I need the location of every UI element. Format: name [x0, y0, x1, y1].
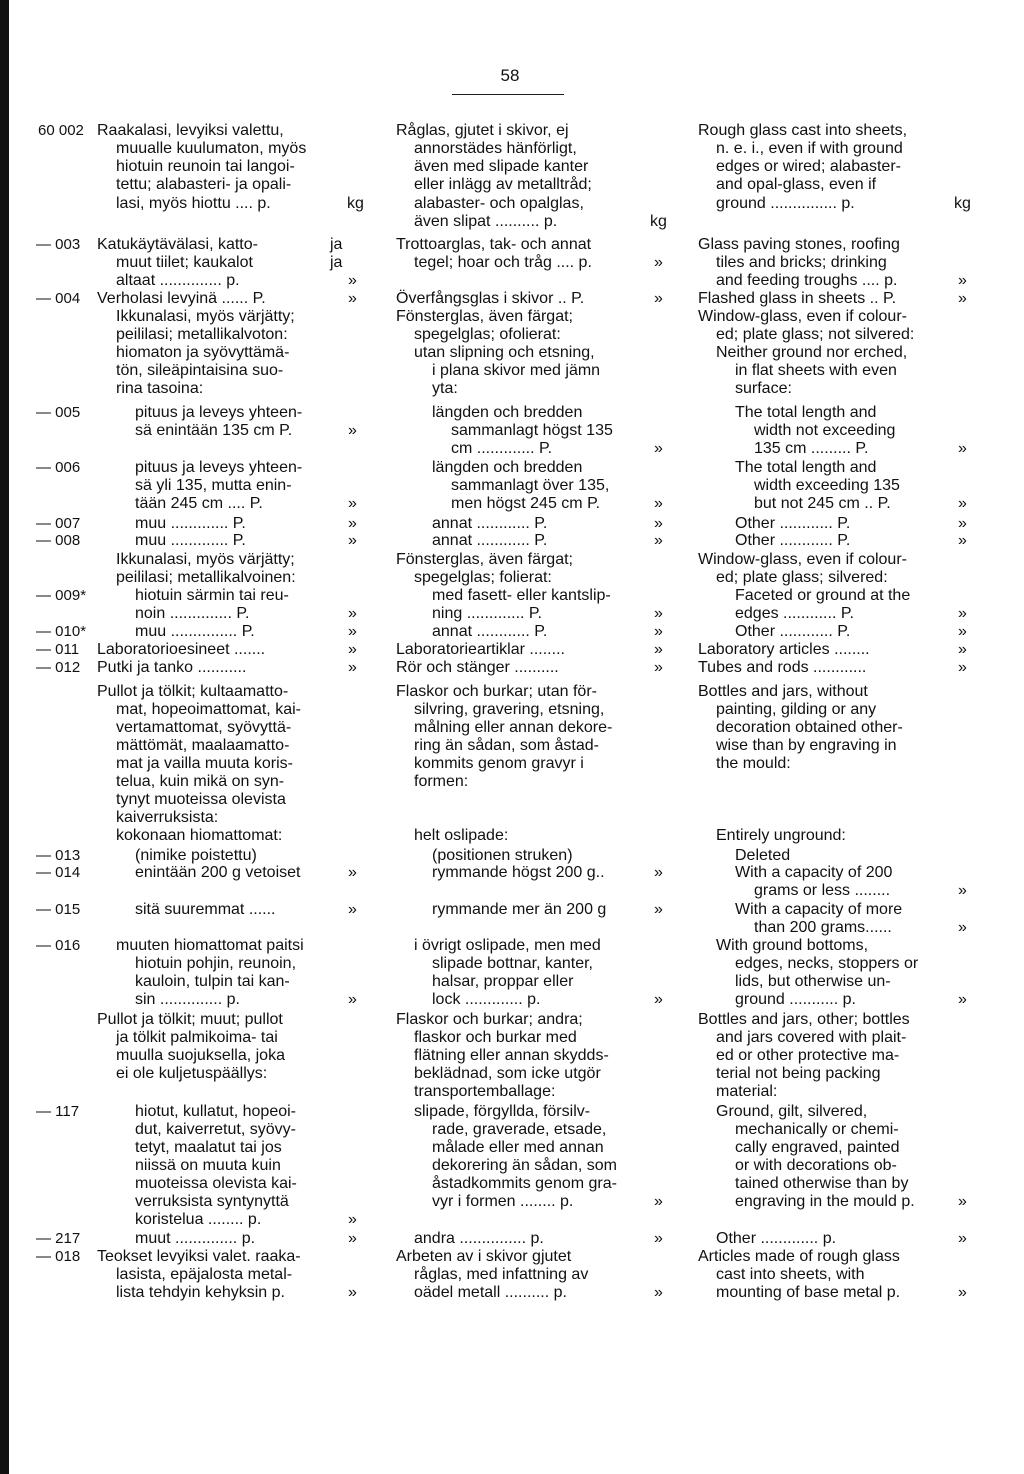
- finnish-line: hiotut, kullatut, hopeoi-: [135, 1103, 296, 1120]
- finnish-line: koristelua ........ p.: [135, 1211, 262, 1228]
- swedish-line: eller inlägg av metalltråd;: [414, 176, 592, 193]
- ditto-mark: »: [654, 532, 663, 549]
- swedish-line: i plana skivor med jämn: [432, 362, 601, 379]
- ditto-mark: »: [654, 1284, 663, 1301]
- english-line: Tubes and rods ............: [698, 659, 867, 676]
- ditto-mark: »: [654, 659, 663, 676]
- tariff-code: — 217: [36, 1230, 81, 1247]
- english-line: and opal-glass, even if: [716, 176, 877, 193]
- ditto-mark: »: [654, 605, 663, 622]
- ditto-mark: »: [654, 1193, 663, 1210]
- swedish-line: längden och bredden: [432, 459, 583, 476]
- swedish-line: alabaster- och opalglas,: [414, 195, 584, 212]
- swedish-line: annat ............ P.: [432, 515, 548, 532]
- english-line: Glass paving stones, roofing: [698, 236, 900, 253]
- swedish-line: spegelglas; folierat:: [414, 569, 552, 586]
- english-line: and jars covered with plait-: [716, 1029, 907, 1046]
- swedish-line: slipade, förgyllda, försilv-: [414, 1103, 591, 1120]
- finnish-line: muu ............. P.: [135, 532, 246, 549]
- tariff-code: — 009*: [36, 587, 87, 604]
- ditto-mark: »: [958, 495, 967, 512]
- finnish-line: (nimike poistettu): [135, 847, 257, 864]
- english-line: or with decorations ob-: [735, 1157, 897, 1174]
- english-line: ground ........... p.: [735, 991, 856, 1008]
- english-line: edges or wired; alabaster-: [716, 158, 901, 175]
- swedish-line: slipade bottnar, kanter,: [432, 955, 593, 972]
- swedish-line: Laboratorieartiklar ........: [396, 641, 565, 658]
- english-line: mechanically or chemi-: [735, 1121, 899, 1138]
- english-line: Neither ground nor erched,: [716, 344, 908, 361]
- finnish-line: sin .............. p.: [135, 991, 240, 1008]
- english-line: surface:: [735, 380, 792, 397]
- finnish-line: sä yli 135, mutta enin-: [135, 477, 292, 494]
- english-line: than 200 grams......: [754, 919, 892, 936]
- swedish-line: oädel metall .......... p.: [414, 1284, 567, 1301]
- english-line: Deleted: [735, 847, 791, 864]
- english-line: tiles and bricks; drinking: [716, 254, 887, 271]
- ditto-mark: »: [958, 272, 967, 289]
- swedish-line: rymmande mer än 200 g: [432, 901, 607, 918]
- finnish-line: muoteissa olevista kai-: [135, 1175, 297, 1192]
- ditto-mark: »: [348, 864, 357, 881]
- finnish-line: Ikkunalasi, myös värjätty;: [116, 551, 295, 568]
- ditto-mark: »: [348, 272, 357, 289]
- ditto-mark: »: [654, 290, 663, 307]
- ditto-mark: »: [958, 605, 967, 622]
- swedish-line: målning eller annan dekore-: [414, 719, 613, 736]
- ditto-mark: »: [348, 605, 357, 622]
- english-line: Window-glass, even if colour-: [698, 308, 907, 325]
- english-line: but not 245 cm .. P.: [754, 495, 891, 512]
- swedish-line: Rör och stänger ..........: [396, 659, 559, 676]
- ditto-mark: »: [958, 440, 967, 457]
- english-line: ed; plate glass; not silvered:: [716, 326, 915, 343]
- english-line: ed; plate glass; silvered:: [716, 569, 888, 586]
- finnish-line: rina tasoina:: [116, 380, 204, 397]
- swedish-line: Fönsterglas, även färgat;: [396, 308, 573, 325]
- english-line: Entirely unground:: [716, 827, 846, 844]
- english-line: decoration obtained other-: [716, 719, 903, 736]
- ditto-mark: »: [348, 515, 357, 532]
- finnish-line: ja: [330, 254, 343, 271]
- scan-edge-shadow: [0, 0, 9, 1474]
- english-line: With ground bottoms,: [716, 937, 869, 954]
- finnish-line: noin .............. P.: [135, 605, 250, 622]
- english-line: the mould:: [716, 755, 791, 772]
- english-line: Laboratory articles ........: [698, 641, 870, 658]
- swedish-line: (positionen struken): [432, 847, 573, 864]
- tariff-code: 60 002: [38, 122, 84, 139]
- english-line: Other ............ P.: [735, 623, 851, 640]
- swedish-line: Fönsterglas, även färgat;: [396, 551, 573, 568]
- swedish-line: beklädnad, som icke utgör: [414, 1065, 601, 1082]
- english-line: cast into sheets, with: [716, 1266, 865, 1283]
- ditto-mark: »: [348, 1230, 357, 1247]
- ditto-mark: »: [348, 422, 357, 439]
- english-line: grams or less ........: [754, 882, 891, 899]
- finnish-line: vertamattomat, syövyttä-: [116, 719, 292, 736]
- english-line: With a capacity of 200: [735, 864, 893, 881]
- tariff-code: — 008: [36, 532, 81, 549]
- swedish-line: Arbeten av i skivor gjutet: [396, 1248, 572, 1265]
- finnish-line: sitä suuremmat ......: [135, 901, 276, 918]
- ditto-mark: »: [958, 641, 967, 658]
- english-line: Bottles and jars, without: [698, 683, 868, 700]
- unit-kg: kg: [347, 195, 364, 212]
- swedish-line: Överfångsglas i skivor .. P.: [396, 290, 585, 307]
- english-line: material:: [716, 1083, 778, 1100]
- finnish-line: muulla suojuksella, joka: [116, 1047, 285, 1064]
- english-line: terial not being packing: [716, 1065, 881, 1082]
- ditto-mark: »: [654, 254, 663, 271]
- ditto-mark: »: [654, 1230, 663, 1247]
- finnish-line: hiotuin pohjin, reunoin,: [135, 955, 297, 972]
- swedish-line: flätning eller annan skydds-: [414, 1047, 609, 1064]
- finnish-line: mat ja vailla muuta koris-: [116, 755, 293, 772]
- swedish-line: dekorering än sådan, som: [432, 1157, 617, 1174]
- swedish-line: råglas, med infattning av: [414, 1266, 589, 1283]
- english-line: and feeding troughs .... p.: [716, 272, 898, 289]
- swedish-line: Flaskor och burkar; andra;: [396, 1011, 583, 1028]
- finnish-line: ei ole kuljetuspäällys:: [116, 1065, 268, 1082]
- swedish-line: halsar, proppar eller: [432, 973, 574, 990]
- ditto-mark: »: [654, 440, 663, 457]
- ditto-mark: »: [348, 532, 357, 549]
- swedish-line: cm ............. P.: [451, 440, 553, 457]
- swedish-line: sammanlagt över 135,: [451, 477, 610, 494]
- swedish-line: sammanlagt högst 135: [451, 422, 613, 439]
- tariff-code: — 007: [36, 515, 81, 532]
- english-line: Ground, gilt, silvered,: [716, 1103, 868, 1120]
- english-line: ed or other protective ma-: [716, 1047, 900, 1064]
- ditto-mark: »: [348, 641, 357, 658]
- finnish-line: peililasi; metallikalvoton:: [116, 326, 288, 343]
- finnish-line: Ikkunalasi, myös värjätty;: [116, 308, 295, 325]
- tariff-code: — 014: [36, 864, 81, 881]
- finnish-line: lasista, epäjalosta metal-: [116, 1266, 293, 1283]
- finnish-line: tynyt muoteissa olevista: [116, 791, 286, 808]
- swedish-line: men högst 245 cm P.: [451, 495, 601, 512]
- swedish-line: lock ............. p.: [432, 991, 541, 1008]
- finnish-line: ja tölkit palmikoima- tai: [116, 1029, 278, 1046]
- english-line: Articles made of rough glass: [698, 1248, 900, 1265]
- finnish-line: hiomaton ja syövyttämä-: [116, 344, 290, 361]
- tariff-code: — 117: [36, 1103, 80, 1120]
- english-line: painting, gilding or any: [716, 701, 877, 718]
- finnish-line: Laboratorioesineet .......: [97, 641, 266, 658]
- english-line: mounting of base metal p.: [716, 1284, 901, 1301]
- finnish-line: pituus ja leveys yhteen-: [135, 459, 303, 476]
- finnish-line: muualle kuulumaton, myös: [116, 140, 307, 157]
- finnish-line: altaat .............. p.: [116, 272, 240, 289]
- tariff-code: — 004: [36, 290, 81, 307]
- english-line: edges, necks, stoppers or: [735, 955, 919, 972]
- ditto-mark: »: [958, 623, 967, 640]
- ditto-mark: »: [958, 991, 967, 1008]
- finnish-line: kaiverruksista:: [116, 809, 219, 826]
- ditto-mark: »: [348, 623, 357, 640]
- tariff-code: — 005: [36, 404, 81, 421]
- english-line: Bottles and jars, other; bottles: [698, 1011, 910, 1028]
- finnish-line: telua, kuin mikä on syn-: [116, 773, 285, 790]
- tariff-code: — 010*: [36, 623, 87, 640]
- ditto-mark: »: [654, 864, 663, 881]
- finnish-line: hiotuin reunoin tai langoi-: [116, 158, 295, 175]
- finnish-line: Verholasi levyinä ...... P.: [97, 290, 266, 307]
- swedish-line: andra ............... p.: [414, 1230, 544, 1247]
- english-line: tained otherwise than by: [735, 1175, 909, 1192]
- swedish-line: även med slipade kanter: [414, 158, 589, 175]
- finnish-line: muu ............. P.: [135, 515, 246, 532]
- finnish-line: muut tiilet; kaukalot: [116, 254, 253, 271]
- finnish-line: muu ............... P.: [135, 623, 255, 640]
- finnish-line: ja: [330, 236, 343, 253]
- tariff-code: — 018: [36, 1248, 81, 1265]
- tariff-code: — 012: [36, 659, 81, 676]
- english-line: edges ............ P.: [735, 605, 854, 622]
- finnish-line: tön, sileäpintaisina suo-: [116, 362, 284, 379]
- finnish-line: muut .............. p.: [135, 1230, 256, 1247]
- finnish-line: mättömät, maalaamatto-: [116, 737, 290, 754]
- english-line: The total length and: [735, 459, 877, 476]
- ditto-mark: »: [958, 659, 967, 676]
- finnish-line: lasi, myös hiottu .... p.: [116, 195, 271, 212]
- english-line: The total length and: [735, 404, 877, 421]
- ditto-mark: »: [654, 515, 663, 532]
- english-line: lids, but otherwise un-: [735, 973, 891, 990]
- english-line: ground ............... p.: [716, 195, 855, 212]
- unit-kg: kg: [650, 213, 667, 230]
- finnish-line: verruksista syntynyttä: [135, 1193, 289, 1210]
- english-line: Faceted or ground at the: [735, 587, 911, 604]
- finnish-line: dut, kaiverretut, syövy-: [135, 1121, 296, 1138]
- page-number: 58: [500, 66, 520, 85]
- english-line: Other ............. p.: [716, 1230, 837, 1247]
- finnish-line: peililasi; metallikalvoinen:: [116, 569, 296, 586]
- swedish-line: även slipat .......... p.: [414, 213, 558, 230]
- finnish-line: kokonaan hiomattomat:: [116, 827, 283, 844]
- swedish-line: kommits genom gravyr i: [414, 755, 584, 772]
- ditto-mark: »: [348, 991, 357, 1008]
- tariff-code: — 011: [36, 641, 80, 658]
- swedish-line: ring än sådan, som åstad-: [414, 737, 599, 754]
- ditto-mark: »: [654, 901, 663, 918]
- english-line: Other ............ P.: [735, 532, 851, 549]
- swedish-line: transportemballage:: [414, 1083, 556, 1100]
- swedish-line: vyr i formen ........ p.: [432, 1193, 574, 1210]
- swedish-line: ning ............. P.: [432, 605, 542, 622]
- english-line: engraving in the mould p.: [735, 1193, 915, 1210]
- swedish-line: annat ............ P.: [432, 532, 548, 549]
- swedish-line: formen:: [414, 773, 469, 790]
- ditto-mark: »: [348, 659, 357, 676]
- swedish-line: utan slipning och etsning,: [414, 344, 595, 361]
- tariff-code: — 003: [36, 236, 81, 253]
- ditto-mark: »: [958, 882, 967, 899]
- ditto-mark: »: [348, 290, 357, 307]
- tariff-code: — 016: [36, 937, 81, 954]
- ditto-mark: »: [958, 290, 967, 307]
- tariff-code: — 013: [36, 847, 81, 864]
- ditto-mark: »: [958, 1284, 967, 1301]
- ditto-mark: »: [654, 495, 663, 512]
- english-line: 135 cm ......... P.: [754, 440, 869, 457]
- ditto-mark: »: [958, 1193, 967, 1210]
- english-line: With a capacity of more: [735, 901, 903, 918]
- finnish-line: hiotuin särmin tai reu-: [135, 587, 289, 604]
- finnish-line: lista tehdyin kehyksin p.: [116, 1284, 285, 1301]
- finnish-line: tään 245 cm .... P.: [135, 495, 263, 512]
- finnish-line: tetyt, maalatut tai jos: [135, 1139, 282, 1156]
- ditto-mark: »: [348, 901, 357, 918]
- finnish-line: niissä on muuta kuin: [135, 1157, 281, 1174]
- swedish-line: i övrigt oslipade, men med: [414, 937, 601, 954]
- finnish-line: Putki ja tanko ...........: [97, 659, 247, 676]
- swedish-line: rymmande högst 200 g..: [432, 864, 605, 881]
- ditto-mark: »: [958, 1230, 967, 1247]
- tariff-code: — 006: [36, 459, 81, 476]
- ditto-mark: »: [348, 1284, 357, 1301]
- swedish-line: annorstädes hänförligt,: [414, 140, 577, 157]
- english-line: wise than by engraving in: [716, 737, 897, 754]
- ditto-mark: »: [654, 623, 663, 640]
- unit-kg: kg: [954, 195, 971, 212]
- swedish-line: flaskor och burkar med: [414, 1029, 577, 1046]
- finnish-line: Teokset levyiksi valet. raaka-: [97, 1248, 301, 1265]
- swedish-line: silvring, gravering, etsning,: [414, 701, 605, 718]
- finnish-line: Pullot ja tölkit; muut; pullot: [97, 1011, 283, 1028]
- english-line: Flashed glass in sheets .. P.: [698, 290, 897, 307]
- english-line: Window-glass, even if colour-: [698, 551, 907, 568]
- finnish-line: Raakalasi, levyiksi valettu,: [97, 122, 284, 139]
- ditto-mark: »: [958, 919, 967, 936]
- swedish-line: helt oslipade:: [414, 827, 509, 844]
- swedish-line: målade eller med annan: [432, 1139, 604, 1156]
- ditto-mark: »: [958, 532, 967, 549]
- swedish-line: tegel; hoar och tråg .... p.: [414, 254, 592, 271]
- english-line: cally engraved, painted: [735, 1139, 900, 1156]
- english-line: n. e. i., even if with ground: [716, 140, 903, 157]
- swedish-line: annat ............ P.: [432, 623, 548, 640]
- swedish-line: yta:: [432, 380, 458, 397]
- english-line: width exceeding 135: [754, 477, 900, 494]
- ditto-mark: »: [348, 495, 357, 512]
- finnish-line: Pullot ja tölkit; kultaamatto-: [97, 683, 289, 700]
- english-line: width not exceeding: [754, 422, 896, 439]
- swedish-line: Flaskor och burkar; utan för-: [396, 683, 597, 700]
- page-number-rule: [452, 94, 564, 95]
- tariff-code: — 015: [36, 901, 81, 918]
- ditto-mark: »: [654, 641, 663, 658]
- english-line: Other ............ P.: [735, 515, 851, 532]
- finnish-line: tettu; alabasteri- ja opali-: [116, 176, 292, 193]
- swedish-line: Trottoarglas, tak- och annat: [396, 236, 592, 253]
- finnish-line: sä enintään 135 cm P.: [135, 422, 293, 439]
- swedish-line: längden och bredden: [432, 404, 583, 421]
- swedish-line: spegelglas; ofolierat:: [414, 326, 561, 343]
- finnish-line: mat, hopeoimattomat, kai-: [116, 701, 301, 718]
- swedish-line: rade, graverade, etsade,: [432, 1121, 607, 1138]
- swedish-line: med fasett- eller kantslip-: [432, 587, 611, 604]
- ditto-mark: »: [348, 1211, 357, 1228]
- finnish-line: muuten hiomattomat paitsi: [116, 937, 304, 954]
- finnish-line: pituus ja leveys yhteen-: [135, 404, 303, 421]
- finnish-line: enintään 200 g vetoiset: [135, 864, 301, 881]
- swedish-line: Råglas, gjutet i skivor, ej: [396, 122, 569, 139]
- swedish-line: åstadkommits genom gra-: [432, 1175, 617, 1192]
- finnish-line: Katukäytävälasi, katto-: [97, 236, 258, 253]
- finnish-line: kauloin, tulpin tai kan-: [135, 973, 290, 990]
- ditto-mark: »: [654, 991, 663, 1008]
- english-line: in flat sheets with even: [735, 362, 897, 379]
- english-line: Rough glass cast into sheets,: [698, 122, 908, 139]
- ditto-mark: »: [958, 515, 967, 532]
